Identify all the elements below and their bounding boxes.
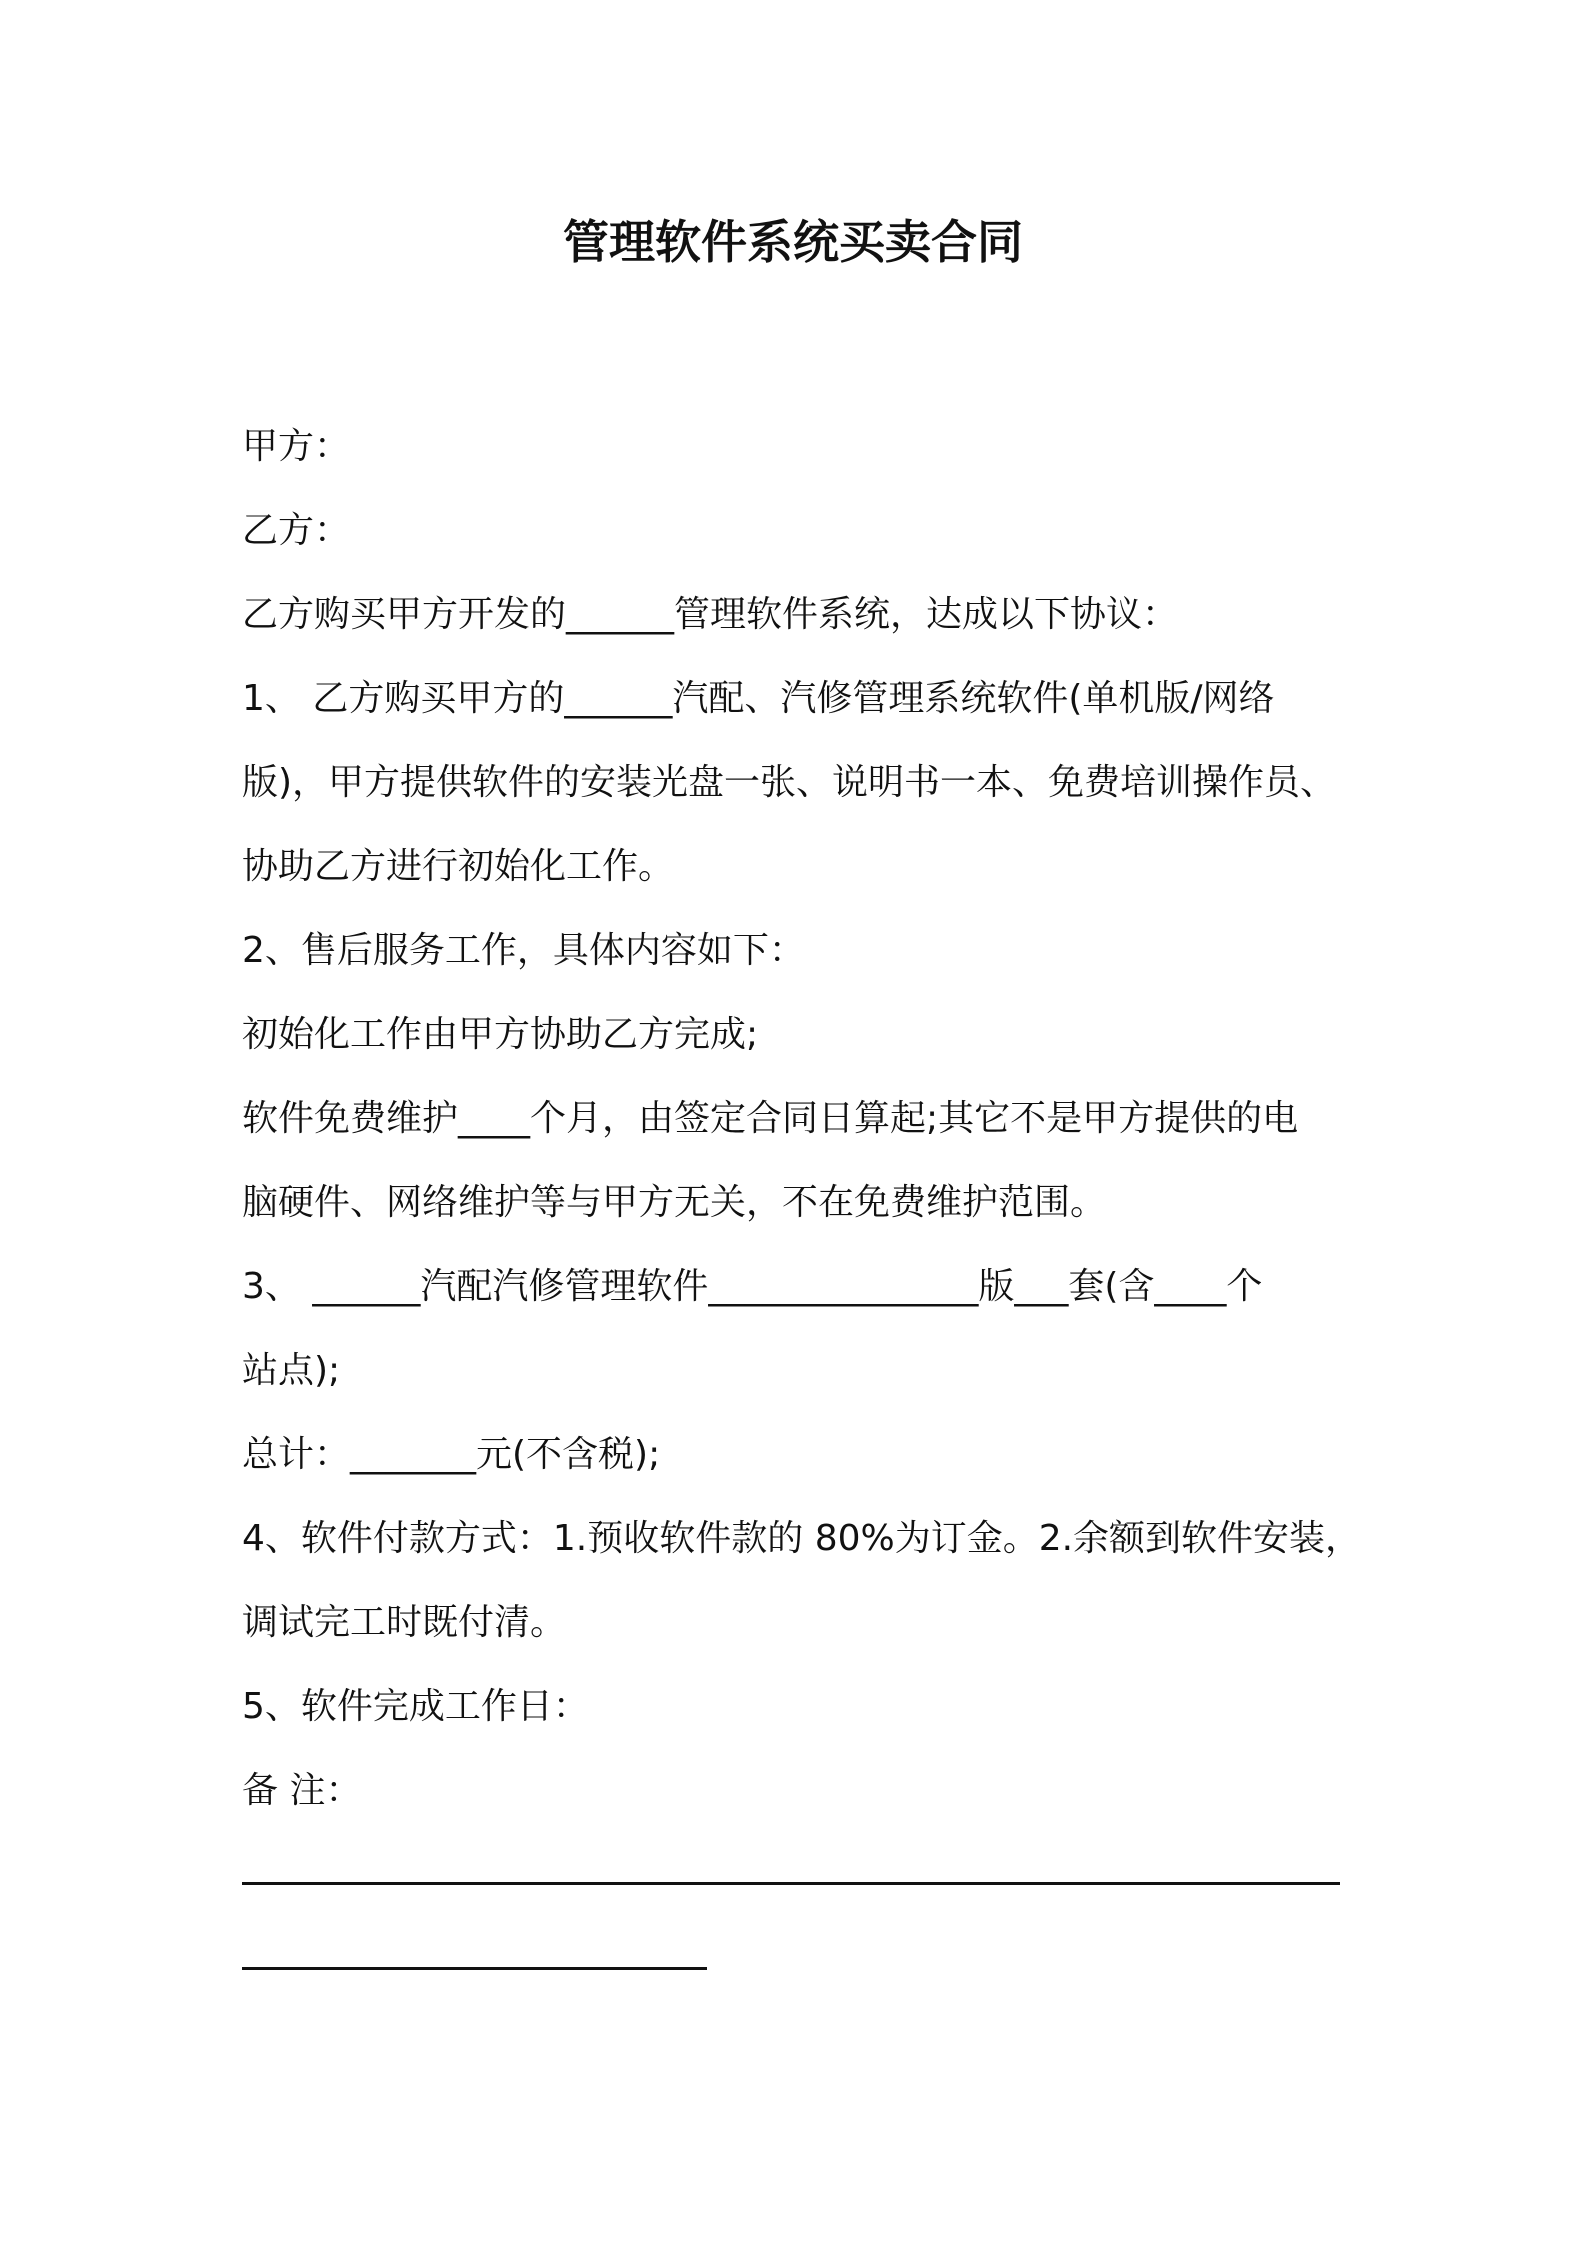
remarks-blank-line-1 bbox=[242, 1882, 1340, 1885]
clause-4-line-2: 调试完工时既付清。 bbox=[242, 1602, 567, 1643]
agreement-intro-line: 乙方购买甲方开发的______管理软件系统，达成以下协议： bbox=[242, 594, 1179, 635]
clause-2-maintenance-line-2: 脑硬件、网络维护等与甲方无关，不在免费维护范围。 bbox=[242, 1182, 1107, 1223]
contract-body bbox=[242, 405, 1382, 1833]
clause-2-initialization: 初始化工作由甲方协助乙方完成; bbox=[242, 1014, 759, 1055]
clause-1-line-2: 版)，甲方提供软件的安装光盘一张、说明书一本、免费培训操作员、 bbox=[242, 762, 1337, 803]
clause-1-line-1: 1、 乙方购买甲方的______汽配、汽修管理系统软件(单机版/网络 bbox=[242, 678, 1275, 719]
party-b-line: 乙方： bbox=[242, 510, 351, 551]
clause-2-heading: 2、售后服务工作，具体内容如下： bbox=[242, 930, 805, 971]
clause-3-line-1: 3、 ______汽配汽修管理软件_______________版___套(含____个 bbox=[242, 1266, 1263, 1307]
clause-1-line-3: 协助乙方进行初始化工作。 bbox=[242, 846, 675, 887]
clause-2-maintenance-line-1: 软件免费维护____个月，由签定合同日算起;其它不是甲方提供的电 bbox=[242, 1098, 1299, 1139]
clause-3-line-2: 站点); bbox=[242, 1350, 341, 1391]
total-line: 总计：_______元(不含税); bbox=[242, 1434, 661, 1475]
clause-5-line: 5、软件完成工作日： bbox=[242, 1686, 589, 1727]
document-title: 管理软件系统买卖合同 bbox=[563, 215, 1023, 269]
remarks-label: 备 注： bbox=[242, 1770, 362, 1811]
remarks-blank-line-2 bbox=[242, 1967, 707, 1970]
clause-4-line-1: 4、软件付款方式：1.预收软件款的 80%为订金。2.余额到软件安装， bbox=[242, 1518, 1362, 1559]
party-a-line: 甲方： bbox=[242, 426, 351, 467]
